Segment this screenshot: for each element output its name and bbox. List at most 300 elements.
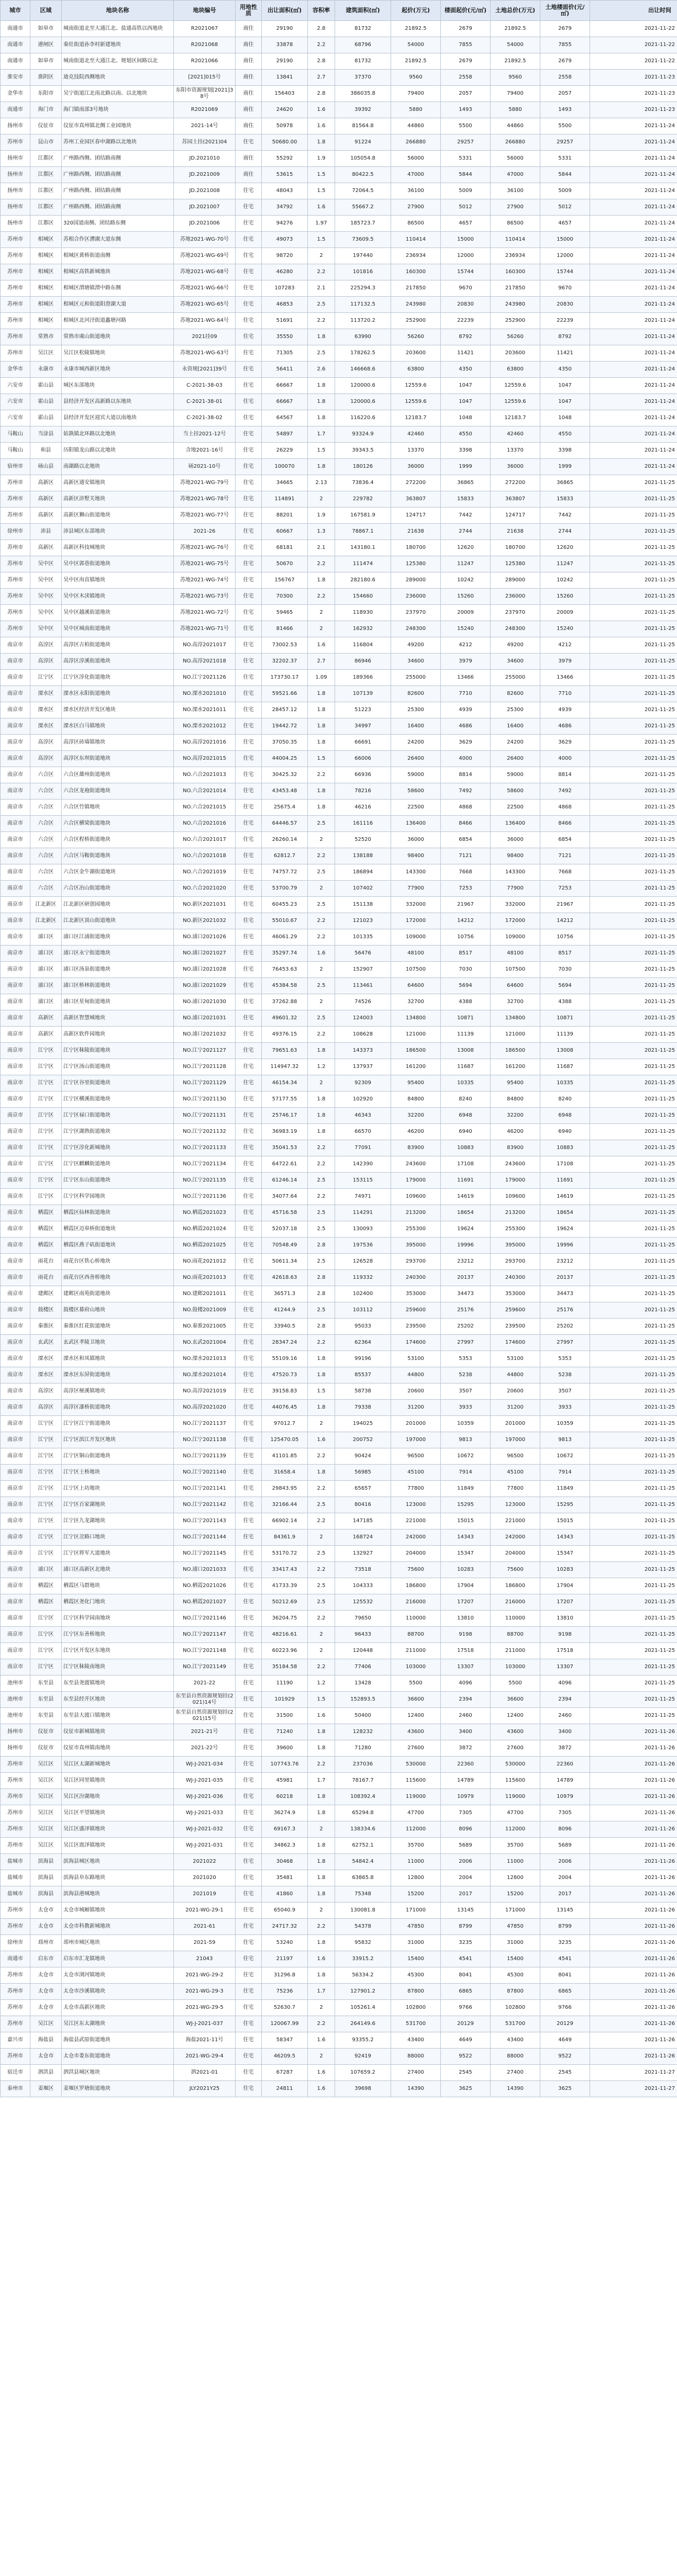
cell-district: 江宁区 (30, 1432, 62, 1448)
cell-site-id: NO.六合2021019 (174, 864, 236, 881)
cell-city: 南京市 (1, 1465, 30, 1481)
cell-city: 淮安市 (1, 70, 30, 86)
cell-total-price: 213200 (491, 1205, 540, 1221)
cell-land-floor-price: 10871 (540, 1010, 590, 1027)
cell-floor-area: 73518 (335, 1562, 391, 1578)
cell-floor-area: 125532 (335, 1594, 391, 1611)
cell-site-id: 2021-14号 (174, 118, 236, 134)
cell-plot-ratio: 1.5 (308, 751, 335, 767)
cell-site-id: JD.2021009 (174, 167, 236, 183)
cell-start-floor-price: 15295 (441, 1497, 491, 1513)
cell-start-price: 531700 (391, 2016, 441, 2032)
cell-land-use: 住宅 (236, 962, 262, 978)
cell-site-name: 太仓市浏河镇地块 (62, 1967, 174, 1984)
cell-land-use: 住宅 (236, 248, 262, 264)
cell-district: 江宁区 (30, 1416, 62, 1432)
cell-area: 35184.58 (262, 1659, 308, 1675)
cell-site-id: NO.栖霞2021026 (174, 1578, 236, 1594)
cell-land-floor-price: 13008 (540, 1043, 590, 1059)
cell-land-floor-price: 22360 (540, 1757, 590, 1773)
cell-start-floor-price: 10283 (441, 1562, 491, 1578)
cell-start-price: 58600 (391, 783, 441, 800)
cell-city: 南京市 (1, 1335, 30, 1351)
cell-district: 溧水区 (30, 686, 62, 702)
cell-start-floor-price: 8041 (441, 1967, 491, 1984)
cell-land-use: 住宅 (236, 1205, 262, 1221)
cell-plot-ratio: 2 (308, 2049, 335, 2065)
cell-district: 淮阴区 (30, 70, 62, 86)
cell-district: 太仓市 (30, 2000, 62, 2016)
cell-city: 苏州市 (1, 329, 30, 345)
cell-total-price: 32700 (491, 994, 540, 1010)
cell-site-id: 苏地2021-WG-68号 (174, 264, 236, 280)
cell-land-use: 住宅 (236, 572, 262, 589)
cell-sale-date: 2021-11-25 (590, 832, 677, 848)
cell-start-price: 12559.6 (391, 394, 441, 410)
cell-district: 建邺区 (30, 1286, 62, 1302)
cell-sale-date: 2021-11-25 (590, 864, 677, 881)
cell-sale-date: 2021-11-24 (590, 280, 677, 297)
cell-city: 苏州市 (1, 589, 30, 605)
cell-plot-ratio: 1.5 (308, 183, 335, 199)
cell-city: 苏州市 (1, 280, 30, 297)
cell-land-floor-price: 6948 (540, 1108, 590, 1124)
cell-area: 65040.9 (262, 1903, 308, 1919)
cell-land-use: 住宅 (236, 1724, 262, 1740)
cell-sale-date: 2021-11-25 (590, 913, 677, 929)
cell-sale-date: 2021-11-26 (590, 1789, 677, 1805)
cell-district: 江宁区 (30, 1546, 62, 1562)
cell-site-id: R2021066 (174, 53, 236, 70)
cell-area: 28457.12 (262, 702, 308, 718)
cell-land-floor-price: 29257 (540, 134, 590, 151)
cell-area: 52630.7 (262, 2000, 308, 2016)
cell-total-price: 259600 (491, 1302, 540, 1319)
cell-site-name: 高新区软件园地块 (62, 1027, 174, 1043)
cell-start-price: 56000 (391, 151, 441, 167)
cell-site-id: 2021-61 (174, 1919, 236, 1935)
cell-plot-ratio: 2 (308, 1416, 335, 1432)
cell-total-price: 12800 (491, 1870, 540, 1886)
cell-start-floor-price: 11687 (441, 1059, 491, 1075)
cell-city: 苏州市 (1, 540, 30, 556)
cell-site-name: 吴江区东太湖地块 (62, 2016, 174, 2032)
cell-start-price: 96500 (391, 1448, 441, 1465)
cell-plot-ratio: 2 (308, 1075, 335, 1092)
cell-district: 启东市 (30, 1951, 62, 1967)
cell-sale-date: 2021-11-25 (590, 962, 677, 978)
cell-city: 南京市 (1, 816, 30, 832)
cell-site-id: R2021069 (174, 102, 236, 118)
cell-floor-area: 197440 (335, 248, 391, 264)
cell-site-id: 2021-21号 (174, 1724, 236, 1740)
cell-city: 南通市 (1, 1951, 30, 1967)
cell-start-price: 56260 (391, 329, 441, 345)
table-row (1, 1383, 677, 1400)
cell-district: 和县 (30, 443, 62, 459)
cell-district: 浦口区 (30, 1562, 62, 1578)
table-row (1, 264, 677, 280)
cell-site-name: 雨花台区西善桥地块 (62, 1270, 174, 1286)
cell-site-id: NO.溧水2021011 (174, 702, 236, 718)
cell-land-use: 住宅 (236, 1627, 262, 1643)
cell-floor-area: 117132.5 (335, 297, 391, 313)
cell-plot-ratio: 1.6 (308, 1432, 335, 1448)
cell-site-id: NO.溧水2021014 (174, 1367, 236, 1383)
cell-start-price: 21638 (391, 524, 441, 540)
cell-city: 南京市 (1, 1546, 30, 1562)
cell-total-price: 49200 (491, 637, 540, 654)
cell-district: 吴中区 (30, 572, 62, 589)
cell-site-name: 仪征市真州镇南地块 (62, 1740, 174, 1757)
cell-start-price: 12183.7 (391, 410, 441, 426)
table-row (1, 1675, 677, 1692)
cell-sale-date: 2021-11-25 (590, 1594, 677, 1611)
cell-start-floor-price: 17108 (441, 1156, 491, 1173)
cell-land-floor-price: 8792 (540, 329, 590, 345)
table-row (1, 362, 677, 378)
cell-area: 62812.7 (262, 848, 308, 864)
cell-start-price: 239500 (391, 1319, 441, 1335)
cell-district: 江宁区 (30, 1643, 62, 1659)
cell-start-price: 121000 (391, 1027, 441, 1043)
cell-total-price: 13370 (491, 443, 540, 459)
cell-plot-ratio: 2 (308, 832, 335, 848)
cell-site-name: 吴江区汾湖地块 (62, 1789, 174, 1805)
cell-plot-ratio: 1.09 (308, 670, 335, 686)
cell-area: 34077.64 (262, 1189, 308, 1205)
cell-floor-area: 46343 (335, 1108, 391, 1124)
cell-site-name: 江宁区土桥地块 (62, 1465, 174, 1481)
cell-district: 吴江区 (30, 1789, 62, 1805)
cell-land-use: 住宅 (236, 1383, 262, 1400)
cell-area: 43453.48 (262, 783, 308, 800)
cell-land-use: 住宅 (236, 1984, 262, 2000)
cell-city: 南京市 (1, 848, 30, 864)
cell-sale-date: 2021-11-25 (590, 1124, 677, 1140)
cell-land-use: 住宅 (236, 1886, 262, 1903)
cell-site-name: 相城区高铁新城地块 (62, 264, 174, 280)
table-row (1, 913, 677, 929)
cell-district: 江宁区 (30, 1659, 62, 1675)
cell-district: 高新区 (30, 491, 62, 508)
cell-plot-ratio: 1.8 (308, 1465, 335, 1481)
cell-city: 南京市 (1, 1400, 30, 1416)
cell-start-price: 102800 (391, 2000, 441, 2016)
table-row (1, 345, 677, 362)
cell-sale-date: 2021-11-25 (590, 897, 677, 913)
cell-plot-ratio: 2 (308, 491, 335, 508)
cell-total-price: 124717 (491, 508, 540, 524)
cell-floor-area: 120000.6 (335, 378, 391, 394)
cell-total-price: 88000 (491, 2049, 540, 2065)
cell-land-floor-price: 25202 (540, 1319, 590, 1335)
cell-area: 53170.72 (262, 1546, 308, 1562)
cell-plot-ratio: 2.2 (308, 313, 335, 329)
col-city: 城市 (1, 1, 30, 21)
cell-floor-area: 68796 (335, 37, 391, 53)
cell-start-price: 32200 (391, 1108, 441, 1124)
cell-total-price: 109600 (491, 1189, 540, 1205)
cell-land-floor-price: 4350 (540, 362, 590, 378)
cell-plot-ratio: 1.8 (308, 1805, 335, 1821)
table-row (1, 313, 677, 329)
cell-floor-area: 137937 (335, 1059, 391, 1075)
cell-plot-ratio: 2 (308, 1821, 335, 1838)
cell-site-id: NO.新区2021031 (174, 897, 236, 913)
cell-start-price: 242000 (391, 1529, 441, 1546)
cell-start-price: 236000 (391, 589, 441, 605)
cell-total-price: 79400 (491, 86, 540, 102)
cell-start-price: 186500 (391, 1043, 441, 1059)
cell-start-price: 213200 (391, 1205, 441, 1221)
cell-total-price: 107500 (491, 962, 540, 978)
cell-total-price: 12559.6 (491, 394, 540, 410)
cell-land-floor-price: 1048 (540, 410, 590, 426)
cell-site-id: WJ-J-2021-036 (174, 1789, 236, 1805)
cell-start-floor-price: 15000 (441, 232, 491, 248)
table-row (1, 70, 677, 86)
cell-land-floor-price: 15000 (540, 232, 590, 248)
cell-city: 扬州市 (1, 1740, 30, 1757)
cell-floor-area: 95832 (335, 1935, 391, 1951)
cell-site-name: 江宁区横溪街道地块 (62, 1092, 174, 1108)
cell-city: 南京市 (1, 897, 30, 913)
cell-city: 南京市 (1, 913, 30, 929)
cell-city: 南京市 (1, 929, 30, 946)
table-row (1, 1432, 677, 1448)
cell-site-id: 苏地2021-WG-64号 (174, 313, 236, 329)
table-row (1, 1221, 677, 1238)
cell-city: 泰州市 (1, 2081, 30, 2097)
cell-sale-date: 2021-11-22 (590, 37, 677, 53)
cell-site-name: 六合区冶山街道地块 (62, 881, 174, 897)
cell-total-price: 102800 (491, 2000, 540, 2016)
cell-plot-ratio: 2.2 (308, 848, 335, 864)
cell-start-floor-price: 2004 (441, 1870, 491, 1886)
cell-land-floor-price: 21967 (540, 897, 590, 913)
cell-total-price: 289000 (491, 572, 540, 589)
cell-area: 76453.63 (262, 962, 308, 978)
cell-start-price: 332000 (391, 897, 441, 913)
cell-plot-ratio: 2.7 (308, 70, 335, 86)
cell-area: 101929 (262, 1692, 308, 1708)
cell-sale-date: 2021-11-25 (590, 556, 677, 572)
cell-city: 南京市 (1, 946, 30, 962)
cell-site-name: 姜堰区罗塘街道地块 (62, 2081, 174, 2097)
cell-land-use: 住宅 (236, 362, 262, 378)
cell-sale-date: 2021-11-23 (590, 86, 677, 102)
cell-city: 南京市 (1, 1319, 30, 1335)
cell-sale-date: 2021-11-25 (590, 1675, 677, 1692)
cell-site-id: JD.2021006 (174, 216, 236, 232)
cell-site-id: 东阳市资源规划[2021]38号 (174, 86, 236, 102)
cell-land-use: 住宅 (236, 1529, 262, 1546)
cell-plot-ratio: 2 (308, 881, 335, 897)
cell-floor-area: 108628 (335, 1027, 391, 1043)
cell-land-use: 住宅 (236, 1092, 262, 1108)
cell-area: 173730.17 (262, 670, 308, 686)
cell-district: 东至县 (30, 1708, 62, 1724)
cell-site-id: JLY2021Y25 (174, 2081, 236, 2097)
cell-sale-date: 2021-11-24 (590, 378, 677, 394)
table-row (1, 1611, 677, 1627)
cell-site-name: 东至县尧渡镇地块 (62, 1675, 174, 1692)
cell-land-use: 住宅 (236, 394, 262, 410)
cell-site-id: 苏地2021-WG-71号 (174, 621, 236, 637)
cell-land-floor-price: 8041 (540, 1967, 590, 1984)
cell-area: 50680.00 (262, 134, 308, 151)
cell-start-floor-price: 4388 (441, 994, 491, 1010)
cell-site-name: 高淳区漆桥街道地块 (62, 1400, 174, 1416)
cell-city: 马鞍山 (1, 426, 30, 443)
table-row (1, 864, 677, 881)
cell-land-floor-price: 15347 (540, 1546, 590, 1562)
cell-city: 苏州市 (1, 232, 30, 248)
cell-land-use: 住宅 (236, 1805, 262, 1821)
cell-area: 64722.61 (262, 1156, 308, 1173)
cell-start-price: 21892.5 (391, 53, 441, 70)
cell-city: 徐州市 (1, 524, 30, 540)
cell-start-price: 197000 (391, 1432, 441, 1448)
cell-district: 霍山县 (30, 378, 62, 394)
cell-land-use: 住宅 (236, 1221, 262, 1238)
cell-land-use: 住宅 (236, 183, 262, 199)
cell-start-floor-price: 7914 (441, 1465, 491, 1481)
cell-land-floor-price: 2460 (540, 1708, 590, 1724)
cell-area: 37050.35 (262, 735, 308, 751)
table-row (1, 637, 677, 654)
cell-start-floor-price: 2545 (441, 2065, 491, 2081)
cell-land-use: 住宅 (236, 1270, 262, 1286)
cell-city: 南京市 (1, 1529, 30, 1546)
cell-start-floor-price: 5694 (441, 978, 491, 994)
cell-floor-area: 104333 (335, 1578, 391, 1594)
cell-floor-area: 56476 (335, 946, 391, 962)
cell-land-use: 住宅 (236, 540, 262, 556)
cell-city: 南京市 (1, 1124, 30, 1140)
cell-land-floor-price: 3625 (540, 2081, 590, 2097)
cell-sale-date: 2021-11-25 (590, 1043, 677, 1059)
table-row (1, 443, 677, 459)
cell-site-id: NO.江宁2021144 (174, 1529, 236, 1546)
cell-sale-date: 2021-11-25 (590, 1075, 677, 1092)
cell-land-use: 住宅 (236, 1578, 262, 1594)
cell-floor-area: 66006 (335, 751, 391, 767)
cell-site-id: NO.江宁2021149 (174, 1659, 236, 1675)
cell-site-name: 江宁区岔路口地块 (62, 1529, 174, 1546)
cell-area: 94276 (262, 216, 308, 232)
cell-city: 马鞍山 (1, 443, 30, 459)
table-row (1, 1513, 677, 1529)
cell-start-floor-price: 2057 (441, 86, 491, 102)
cell-area: 120067.99 (262, 2016, 308, 2032)
cell-floor-area: 74526 (335, 994, 391, 1010)
cell-total-price: 134800 (491, 1010, 540, 1027)
cell-land-use: 住宅 (236, 1286, 262, 1302)
cell-floor-area: 55667.2 (335, 199, 391, 216)
col-floor-area: 建筑面积(㎡) (335, 1, 391, 21)
cell-land-floor-price: 3629 (540, 735, 590, 751)
cell-area: 70300 (262, 589, 308, 605)
cell-plot-ratio: 1.6 (308, 2081, 335, 2097)
cell-land-use: 住宅 (236, 410, 262, 426)
cell-floor-area: 63990 (335, 329, 391, 345)
cell-floor-area: 142390 (335, 1156, 391, 1173)
table-row (1, 929, 677, 946)
cell-total-price: 63800 (491, 362, 540, 378)
cell-area: 34792 (262, 199, 308, 216)
cell-site-id: 2021-22号 (174, 1740, 236, 1757)
cell-sale-date: 2021-11-25 (590, 848, 677, 864)
cell-site-name: 江宁区上坊地块 (62, 1481, 174, 1497)
cell-site-id: 2021-59 (174, 1935, 236, 1951)
cell-land-use: 住宅 (236, 2032, 262, 2049)
cell-start-floor-price: 12000 (441, 248, 491, 264)
cell-start-floor-price: 3629 (441, 735, 491, 751)
cell-site-id: 苏地2021-WG-72号 (174, 605, 236, 621)
cell-land-floor-price: 12000 (540, 248, 590, 264)
cell-plot-ratio: 2.1 (308, 280, 335, 297)
cell-site-name: 县经济开发区迎宾大道以南地块 (62, 410, 174, 426)
cell-plot-ratio: 2.2 (308, 1513, 335, 1529)
cell-plot-ratio: 2.8 (308, 1319, 335, 1335)
cell-land-floor-price: 20137 (540, 1270, 590, 1286)
cell-area: 42618.63 (262, 1270, 308, 1286)
table-row (1, 199, 677, 216)
cell-district: 高新区 (30, 1027, 62, 1043)
cell-land-use: 住宅 (236, 913, 262, 929)
table-row (1, 1140, 677, 1156)
cell-land-use: 住宅 (236, 1400, 262, 1416)
cell-sale-date: 2021-11-24 (590, 216, 677, 232)
cell-total-price: 211000 (491, 1643, 540, 1659)
cell-floor-area: 86946 (335, 654, 391, 670)
cell-city: 南京市 (1, 1156, 30, 1173)
cell-city: 苏州市 (1, 621, 30, 637)
cell-land-floor-price: 4939 (540, 702, 590, 718)
cell-area: 88201 (262, 508, 308, 524)
cell-plot-ratio: 1.5 (308, 1692, 335, 1708)
cell-district: 如皋市 (30, 21, 62, 37)
table-row (1, 1416, 677, 1432)
cell-start-price: 15200 (391, 1886, 441, 1903)
cell-site-name: 江宁区铜山街道地块 (62, 1448, 174, 1465)
cell-start-price: 22500 (391, 800, 441, 816)
cell-floor-area: 111474 (335, 556, 391, 572)
cell-district: 仪征市 (30, 1740, 62, 1757)
cell-site-name: 南湖路以北地块 (62, 459, 174, 475)
cell-total-price: 160300 (491, 264, 540, 280)
table-row (1, 1092, 677, 1108)
cell-plot-ratio: 2.5 (308, 816, 335, 832)
cell-site-name: 泗洪县城区地块 (62, 2065, 174, 2081)
cell-site-id: NO.高淳2021018 (174, 654, 236, 670)
cell-district: 江都区 (30, 167, 62, 183)
cell-start-price: 12800 (391, 1870, 441, 1886)
cell-area: 50670 (262, 556, 308, 572)
cell-land-use: 住宅 (236, 718, 262, 735)
cell-floor-area: 120000.6 (335, 394, 391, 410)
cell-total-price: 12559.6 (491, 378, 540, 394)
table-row (1, 1205, 677, 1221)
cell-land-use: 住宅 (236, 134, 262, 151)
cell-plot-ratio: 2.5 (308, 1010, 335, 1027)
cell-land-floor-price: 14619 (540, 1189, 590, 1205)
cell-district: 太仓市 (30, 2049, 62, 2065)
cell-sale-date: 2021-11-25 (590, 978, 677, 994)
cell-total-price: 36000 (491, 832, 540, 848)
